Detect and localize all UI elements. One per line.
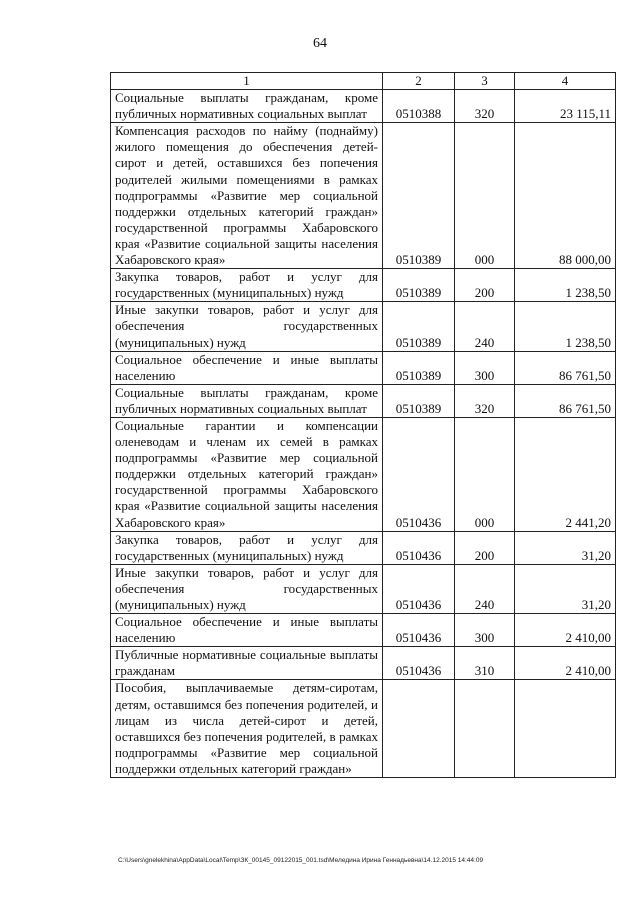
row-type-cell: 200 <box>455 269 515 302</box>
row-name-cell: Социальное обеспечение и иные выплаты населению <box>111 614 383 647</box>
row-amount-cell: 31,20 <box>515 531 616 564</box>
row-type-cell: 200 <box>455 531 515 564</box>
row-code-cell: 0510389 <box>383 269 455 302</box>
row-code-cell: 0510389 <box>383 351 455 384</box>
table-row <box>111 564 616 613</box>
row-name-cell: Социальные гарантии и компенсации оленеводам и членам их семей в рамках подпрограммы «Развитие мер социальной поддержки отдельных категорий граждан» государственной программы Хабаровского края «Развитие социальной защиты населения Хабаровского края» <box>111 417 383 531</box>
table-row <box>111 614 616 647</box>
row-code-cell: 0510436 <box>383 417 455 531</box>
row-type-cell: 300 <box>455 614 515 647</box>
budget-table-body <box>111 73 616 778</box>
page-number: 64 <box>313 36 327 51</box>
table-row <box>111 302 616 351</box>
row-amount-cell <box>515 680 616 778</box>
row-name-cell: Закупка товаров, работ и услуг для государственных (муниципальных) нужд <box>111 269 383 302</box>
table-row <box>111 647 616 680</box>
row-name-cell: Компенсация расходов по найму (поднайму) жилого помещения до обеспечения детей-сирот и детей, оставшихся без попечения родителей жилыми помещениями в рамках подпрограммы «Развитие мер социальной поддержки отдельных категорий граждан» государственной программы Хабаровского края «Развитие социальной защиты населения Хабаровского края» <box>111 123 383 269</box>
row-code-cell: 0510389 <box>383 123 455 269</box>
row-code-cell: 0510436 <box>383 531 455 564</box>
header-cell-2: 2 <box>383 73 455 90</box>
row-amount-cell: 2 441,20 <box>515 417 616 531</box>
row-name-cell: Закупка товаров, работ и услуг для государственных (муниципальных) нужд <box>111 531 383 564</box>
row-amount-cell: 1 238,50 <box>515 269 616 302</box>
row-name-cell: Иные закупки товаров, работ и услуг для обеспечения государственных (муниципальных) нужд <box>111 302 383 351</box>
row-code-cell: 0510389 <box>383 302 455 351</box>
row-name-cell: Социальное обеспечение и иные выплаты населению <box>111 351 383 384</box>
file-path-footer: C:\Users\gnelekhina\AppData\Local\Temp\ЗК_00145_09122015_001.tsd\Меледина Ирина Геннадьевна\14.12.2015 14:44:09 <box>118 857 484 864</box>
budget-table <box>110 72 616 778</box>
row-amount-cell: 2 410,00 <box>515 647 616 680</box>
header-cell-4: 4 <box>515 73 616 90</box>
row-code-cell: 0510388 <box>383 90 455 123</box>
table-row <box>111 123 616 269</box>
row-name-cell: Социальные выплаты гражданам, кроме публичных нормативных социальных выплат <box>111 384 383 417</box>
row-name-cell: Социальные выплаты гражданам, кроме публичных нормативных социальных выплат <box>111 90 383 123</box>
row-name-cell: Публичные нормативные социальные выплаты гражданам <box>111 647 383 680</box>
row-code-cell: 0510389 <box>383 384 455 417</box>
table-header-row <box>111 73 616 90</box>
row-amount-cell: 2 410,00 <box>515 614 616 647</box>
table-row <box>111 417 616 531</box>
row-type-cell <box>455 680 515 778</box>
table-row <box>111 351 616 384</box>
row-amount-cell: 1 238,50 <box>515 302 616 351</box>
table-row <box>111 531 616 564</box>
table-row <box>111 90 616 123</box>
row-type-cell: 240 <box>455 302 515 351</box>
row-type-cell: 240 <box>455 564 515 613</box>
row-code-cell: 0510436 <box>383 614 455 647</box>
table-row <box>111 384 616 417</box>
row-code-cell <box>383 680 455 778</box>
row-code-cell: 0510436 <box>383 647 455 680</box>
row-type-cell: 320 <box>455 90 515 123</box>
row-code-cell: 0510436 <box>383 564 455 613</box>
header-cell-3: 3 <box>455 73 515 90</box>
row-amount-cell: 86 761,50 <box>515 384 616 417</box>
row-type-cell: 300 <box>455 351 515 384</box>
row-type-cell: 000 <box>455 417 515 531</box>
table-row <box>111 269 616 302</box>
row-type-cell: 310 <box>455 647 515 680</box>
row-type-cell: 320 <box>455 384 515 417</box>
row-name-cell: Пособия, выплачиваемые детям-сиротам, детям, оставшимся без попечения родителей, и лицам из числа детей-сирот и детей, оставшихся без попечения родителей, в рамках подпрограммы «Развитие мер социальной поддержки отдельных категорий граждан» <box>111 680 383 778</box>
row-amount-cell: 86 761,50 <box>515 351 616 384</box>
row-type-cell: 000 <box>455 123 515 269</box>
row-amount-cell: 31,20 <box>515 564 616 613</box>
row-amount-cell: 23 115,11 <box>515 90 616 123</box>
table-row <box>111 680 616 778</box>
header-cell-1: 1 <box>111 73 383 90</box>
row-name-cell: Иные закупки товаров, работ и услуг для обеспечения государственных (муниципальных) нужд <box>111 564 383 613</box>
row-amount-cell: 88 000,00 <box>515 123 616 269</box>
